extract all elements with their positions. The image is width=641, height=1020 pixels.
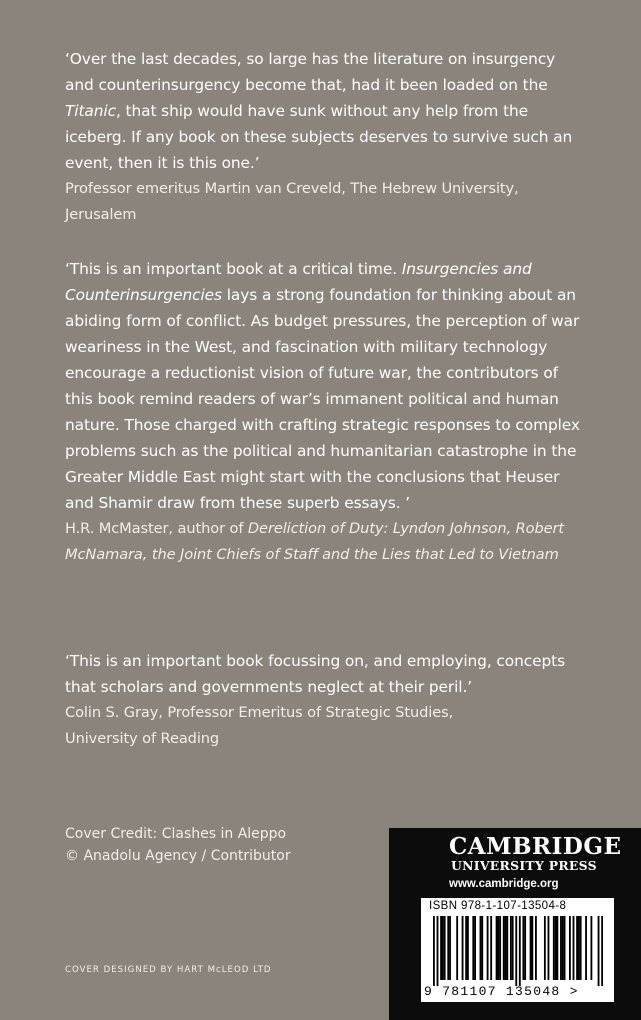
barcode-icon bbox=[433, 916, 603, 986]
isbn-label: ISBN 978-1-107-13504-8 bbox=[429, 900, 567, 912]
review-quote-3 bbox=[65, 648, 585, 752]
barcode-bar bbox=[522, 916, 524, 980]
publisher-logo-name: CAMBRIDGE bbox=[449, 833, 622, 860]
barcode-bar bbox=[531, 916, 533, 980]
barcode-bar bbox=[444, 916, 446, 980]
barcode-bar bbox=[437, 916, 439, 986]
publisher-website: www.cambridge.org bbox=[449, 878, 559, 890]
quote-attribution: Colin S. Gray, Professor Emeritus of Strategic Studies, University of Reading bbox=[65, 704, 454, 747]
barcode-bar bbox=[576, 916, 578, 980]
barcode-bar bbox=[601, 916, 603, 986]
isbn-barcode-box bbox=[421, 898, 614, 1002]
emphasized-title: Titanic bbox=[65, 102, 116, 120]
barcode-bar bbox=[462, 916, 464, 980]
emphasized-title: Insurgencies and Counterinsurgencies bbox=[65, 260, 532, 304]
barcode-bar bbox=[506, 916, 508, 980]
barcode-bar bbox=[519, 916, 521, 986]
barcode-bar bbox=[573, 916, 575, 980]
barcode-bar bbox=[564, 916, 566, 980]
barcode-bar bbox=[505, 916, 507, 980]
barcode-bar bbox=[497, 916, 499, 980]
barcode-bar bbox=[578, 916, 580, 980]
quote-attribution: H.R. McMaster, author of Dereliction of Duty: Lyndon Johnson, Robert McNamara, the Joint Chiefs of Staff and the Lies that Led to Vietnam bbox=[65, 520, 565, 563]
quote-text: ‘This is an important book at a critical time. Insurgencies and Counterinsurgencies lays a strong foundation for thinking about an abiding form of conflict. As budget pressures, the perception of war weariness in the West, and fascination with military technology encourage a reductionist vision of future war, the contributors of this book remind readers of war’s immanent political and human nature. Those charged with crafting strategic responses to complex problems such as the political and humanitarian catastrophe in the Greater Middle East might start with the conclusions that Heuser and Shamir draw from these superb essays. ’ bbox=[65, 260, 580, 512]
barcode-bar bbox=[556, 916, 558, 980]
barcode-bar bbox=[569, 916, 571, 980]
barcode-bar bbox=[481, 916, 483, 980]
barcode-bar bbox=[487, 916, 489, 980]
barcode-digits: 9 781107 135048 > bbox=[424, 984, 579, 999]
barcode-bar bbox=[503, 916, 505, 980]
review-quote-1 bbox=[65, 46, 585, 228]
barcode-bar bbox=[590, 916, 592, 980]
barcode-bar bbox=[562, 916, 564, 980]
barcode-bar bbox=[524, 916, 526, 980]
barcode-bar bbox=[548, 916, 550, 980]
cover-credit bbox=[65, 823, 291, 867]
cover-credit-line-2: © Anadolu Agency / Contributor bbox=[65, 848, 291, 864]
barcode-bar bbox=[496, 916, 498, 980]
barcode-bar bbox=[560, 916, 562, 980]
barcode-bar bbox=[442, 916, 444, 980]
quote-text: ‘This is an important book focussing on, and employing, concepts that scholars and governments neglect at their peril.’ bbox=[65, 652, 566, 696]
barcode-bar bbox=[465, 916, 467, 980]
quote-attribution: Professor emeritus Martin van Creveld, The Hebrew University, Jerusalem bbox=[65, 180, 519, 223]
barcode-bar bbox=[472, 916, 474, 980]
barcode-bar bbox=[499, 916, 501, 980]
barcode-bar bbox=[474, 916, 476, 980]
cover-credit-line-1: Cover Credit: Clashes in Aleppo bbox=[65, 826, 287, 842]
barcode-bar bbox=[510, 916, 512, 980]
barcode-bar bbox=[440, 916, 442, 980]
barcode-bar bbox=[515, 916, 517, 986]
barcode-bar bbox=[598, 916, 600, 986]
barcode-bar bbox=[512, 916, 514, 980]
publisher-logo-subname: UNIVERSITY PRESS bbox=[451, 858, 597, 873]
barcode-bar bbox=[555, 916, 557, 980]
review-quote-2 bbox=[65, 256, 585, 568]
barcode-bar bbox=[553, 916, 555, 980]
quote-text: ‘Over the last decades, so large has the literature on insurgency and counterinsurgency become that, had it been loaded on the Titanic, that ship would have sunk without any help from the iceberg. If any book on these subjects deserves to survive such an event, then it is this one.’ bbox=[65, 50, 573, 172]
barcode-bar bbox=[449, 916, 451, 980]
barcode-bar bbox=[580, 916, 582, 980]
barcode-bar bbox=[433, 916, 435, 986]
barcode-bar bbox=[490, 916, 492, 980]
barcode-bar bbox=[480, 916, 482, 980]
publisher-panel bbox=[389, 828, 641, 1020]
emphasized-book-title: Dereliction of Duty: Lyndon Johnson, Robert McNamara, the Joint Chiefs of Staff and the Lies that Led to Vietnam bbox=[65, 520, 565, 563]
cover-designer: COVER DESIGNED BY HART McLEOD LTD bbox=[65, 965, 272, 975]
barcode-bar bbox=[585, 916, 587, 980]
barcode-bar bbox=[467, 916, 469, 980]
barcode-bar bbox=[530, 916, 532, 980]
barcode-bar bbox=[456, 916, 458, 980]
barcode-bar bbox=[535, 916, 537, 980]
barcode-bar bbox=[544, 916, 546, 980]
barcode-bar bbox=[447, 916, 449, 980]
